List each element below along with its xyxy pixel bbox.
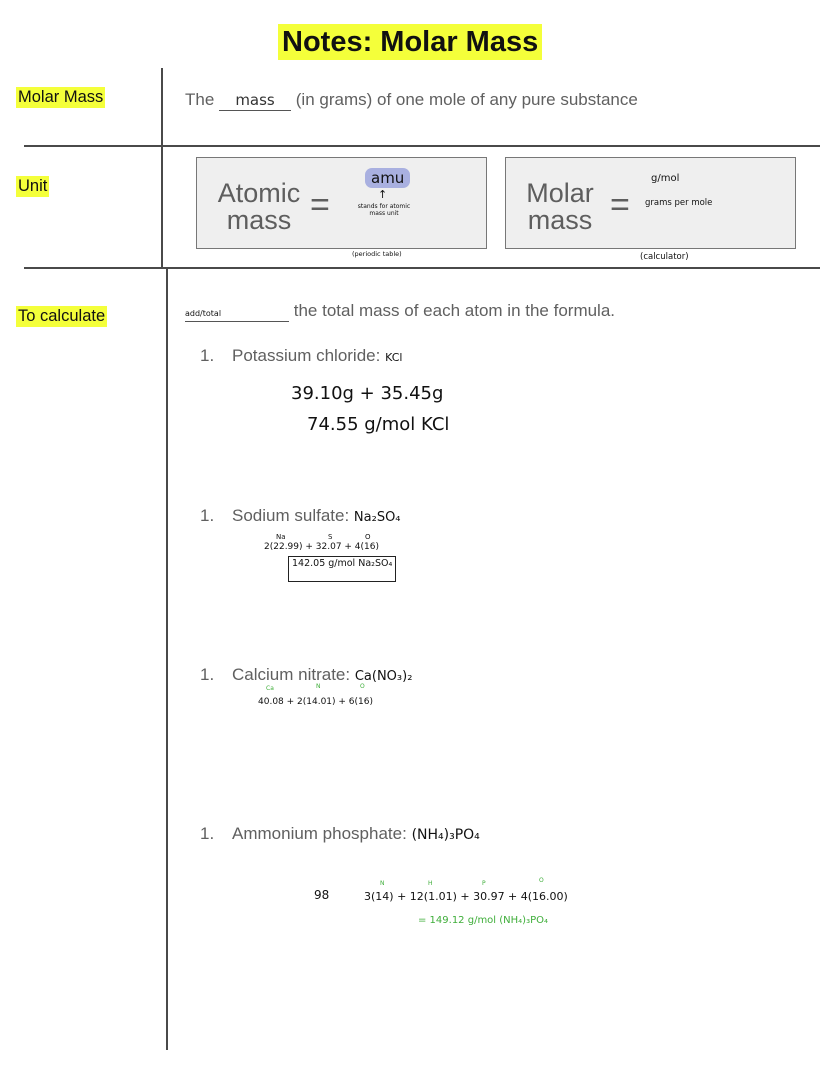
- nh4-3-po4-work: 3(14) + 12(1.01) + 30.97 + 4(16.00): [364, 890, 568, 903]
- atom-label-na: Na: [276, 533, 286, 541]
- equals-sign: =: [310, 186, 330, 224]
- definition-blank: [219, 90, 291, 111]
- label-molar-mass: Molar Mass: [18, 88, 104, 106]
- blank-answer-mass: mass: [235, 91, 275, 109]
- example-sodium-sulfate: 1. Sodium sulfate: Na₂SO₄: [200, 506, 401, 525]
- g-per-mol-answer: g/mol: [651, 173, 680, 184]
- formula-kcl: KCl: [385, 351, 403, 364]
- example-ammonium-phosphate: 1. Ammonium phosphate: (NH₄)₃PO₄: [200, 824, 480, 843]
- blank-answer-add-total: add/total: [185, 309, 222, 318]
- ca-no3-2-work: 40.08 + 2(14.01) + 6(16): [258, 697, 374, 707]
- definition-suffix: (in grams) of one mole of any pure substance: [295, 90, 638, 109]
- atom-label-n: N: [380, 880, 385, 887]
- arrow-up-icon: ↑: [378, 188, 388, 201]
- calculate-instruction-line: [185, 301, 615, 322]
- na2so4-result: 142.05 g/mol Na₂SO₄: [288, 556, 396, 582]
- grams-per-mole-note: grams per mole: [645, 198, 713, 208]
- label-unit: Unit: [18, 177, 48, 195]
- definition-line: [185, 90, 638, 111]
- atom-label-o: O: [365, 533, 371, 541]
- kcl-result: 74.55 g/mol KCl: [307, 414, 450, 435]
- molar-mass-term: Molar mass: [526, 178, 594, 235]
- atom-label-n: N: [316, 683, 321, 690]
- atom-label-o: O: [539, 877, 544, 884]
- calculate-instruction: the total mass of each atom in the formula.: [293, 301, 616, 320]
- kcl-work: 39.10g + 35.45g: [291, 383, 444, 404]
- amu-note: stands for atomic mass unit: [357, 203, 411, 217]
- atom-label-o: O: [360, 683, 365, 690]
- atom-label-s: S: [328, 533, 333, 541]
- amu-answer: amu: [365, 168, 410, 188]
- column-divider: [161, 68, 163, 268]
- atomic-mass-term: Atomic mass: [217, 178, 301, 235]
- row-divider-2: [24, 267, 820, 269]
- atomic-box-caption: (periodic table): [352, 250, 402, 258]
- nh4-3-po4-result: = 149.12 g/mol (NH₄)₃PO₄: [418, 915, 548, 926]
- side-note-98: 98: [314, 888, 330, 902]
- formula-na2so4: Na₂SO₄: [353, 510, 401, 525]
- example-potassium-chloride: 1. Potassium chloride: KCl: [200, 346, 403, 365]
- formula-nh4-3-po4: (NH₄)₃PO₄: [411, 827, 480, 843]
- atom-label-ca: Ca: [266, 685, 274, 692]
- label-to-calculate: To calculate: [18, 307, 106, 325]
- molar-box-caption: (calculator): [640, 252, 689, 262]
- formula-ca-no3-2: Ca(NO₃)₂: [354, 669, 413, 684]
- atomic-mass-box: [196, 157, 487, 249]
- atom-label-p: P: [482, 880, 486, 887]
- molar-mass-box: [505, 157, 796, 249]
- definition-prefix: The: [185, 90, 215, 109]
- row-divider-1: [24, 145, 820, 147]
- page-title: Notes: Molar Mass: [278, 24, 542, 60]
- na2so4-work: 2(22.99) + 32.07 + 4(16): [264, 542, 380, 552]
- example-calcium-nitrate: 1. Calcium nitrate: Ca(NO₃)₂: [200, 665, 413, 684]
- equals-sign: =: [610, 186, 630, 224]
- atom-label-h: H: [428, 880, 433, 887]
- calculate-blank: [185, 301, 289, 322]
- column-divider-lower: [166, 268, 168, 1050]
